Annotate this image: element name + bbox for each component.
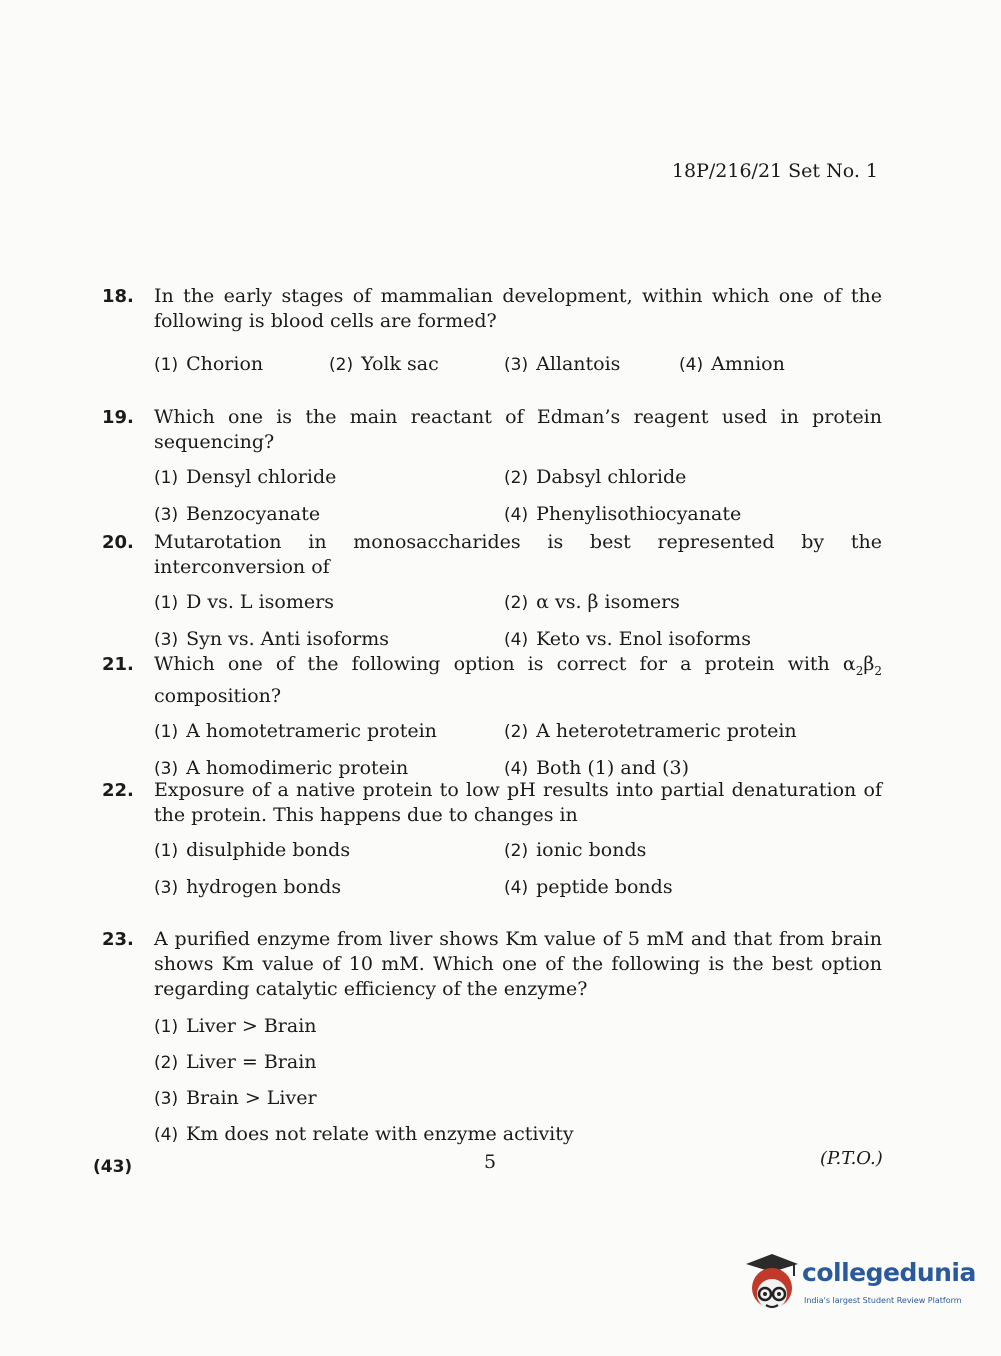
options [154, 590, 882, 653]
question-23 [102, 927, 882, 1148]
question-number: 20. [102, 532, 134, 553]
option-2: (2) Dabsyl chloride [504, 466, 687, 488]
question-20 [102, 530, 882, 653]
mascot-icon [742, 1250, 800, 1314]
option-1: (1) A homotetrameric protein [154, 719, 437, 742]
question-text: Exposure of a native protein to low pH results into partial denaturation of the protein. This happens due to changes in [154, 779, 882, 826]
question-text: In the early stages of mammalian development, within which one of the following is blood cells are formed? [154, 285, 882, 332]
option-1: (1) Liver > Brain [154, 1015, 317, 1037]
option-4: (4) Phenylisothiocyanate [504, 503, 742, 525]
set-number-header: 18P/216/21 Set No. 1 [671, 160, 878, 182]
question-number: 22. [102, 780, 134, 801]
brand-name: collegedunia [802, 1258, 976, 1287]
option-4: (4) peptide bonds [504, 876, 673, 898]
option-1: (1) Densyl chloride [154, 466, 337, 488]
question-number: 23. [102, 929, 134, 950]
option-1: (1) disulphide bonds [154, 839, 351, 861]
options [154, 838, 882, 901]
option-3: (3) hydrogen bonds [154, 876, 342, 898]
page-number: 5 [484, 1151, 497, 1173]
collegedunia-logo [742, 1250, 976, 1320]
option-3: (3) A homodimeric protein [154, 756, 409, 779]
question-number: 21. [102, 654, 134, 675]
options [154, 465, 882, 528]
question-text: Which one is the main reactant of Edman’s reagent used in protein sequencing? [154, 406, 882, 453]
question-text: Which one of the following option is correct for a protein with $\alpha_2\beta_2$ composition? [154, 653, 882, 707]
question-19 [102, 405, 882, 528]
option-1: (1) Chorion [154, 353, 264, 375]
option-1: (1) D vs. L isomers [154, 591, 334, 613]
option-3: (3) Brain > Liver [154, 1087, 317, 1109]
options [154, 1014, 882, 1148]
options [154, 352, 882, 378]
paper-code: (43) [93, 1157, 133, 1177]
option-4: (4) Amnion [679, 353, 785, 375]
option-3: (3) Benzocyanate [154, 503, 321, 525]
option-4: (4) Keto vs. Enol isoforms [504, 628, 751, 650]
question-22 [102, 778, 882, 901]
option-4: (4) Both (1) and (3) [504, 756, 690, 779]
option-2: (2) Yolk sac [329, 353, 439, 375]
option-2: (2) ionic bonds [504, 839, 647, 861]
alpha2-beta2-formula: $\alpha_2\beta_2$ [842, 653, 882, 678]
option-3: (3) Allantois [504, 353, 621, 375]
option-4: (4) Km does not relate with enzyme activity [154, 1123, 574, 1145]
brand-tagline: India's largest Student Review Platform [804, 1296, 962, 1305]
option-2: (2) Liver = Brain [154, 1051, 317, 1073]
question-number: 18. [102, 286, 134, 307]
option-2: (2) α vs. β isomers [504, 591, 680, 613]
question-text: A purified enzyme from liver shows Km value of 5 mM and that from brain shows Km value of 10 mM. Which one of the following is the best option regarding catalytic efficiency of the enzyme? [154, 928, 882, 1000]
option-2: (2) A heterotetrameric protein [504, 719, 797, 742]
pto-label: (P.T.O.) [820, 1148, 883, 1169]
option-3: (3) Syn vs. Anti isoforms [154, 628, 389, 650]
options [154, 719, 882, 782]
question-number: 19. [102, 407, 134, 428]
question-21 [102, 652, 882, 782]
question-18 [102, 284, 882, 378]
question-text: Mutarotation in monosaccharides is best represented by the interconversion of [154, 531, 882, 578]
